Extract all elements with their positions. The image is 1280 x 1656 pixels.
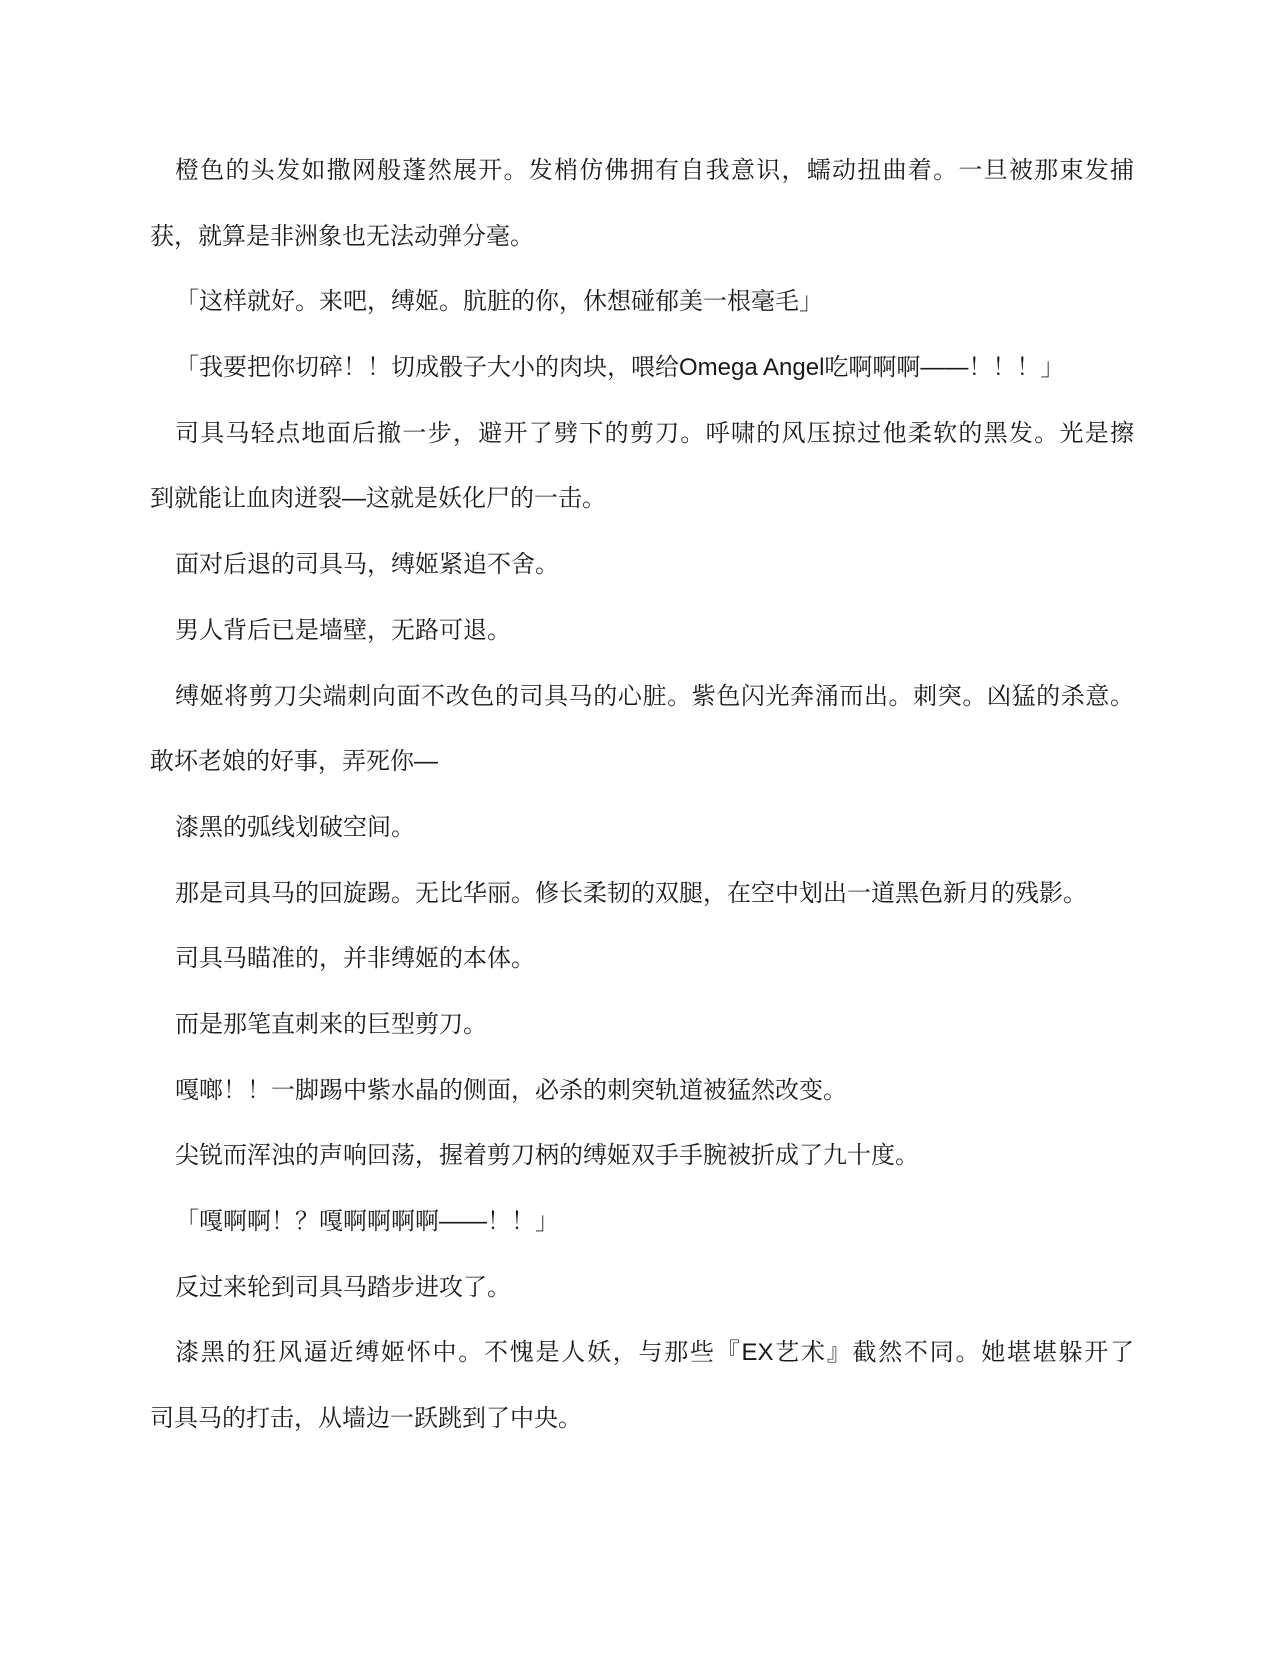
text-line: 司具马瞄准的，并非缚姬的本体。 (175, 945, 535, 973)
text-line: 「这样就好。来吧，缚姬。肮脏的你，休想碰郁美一根毫毛」 (175, 288, 823, 316)
paragraph (150, 1255, 1134, 1321)
paragraph (150, 1123, 1134, 1189)
text-line: 「我要把你切碎！！切成骰子大小的肉块，喂给Omega Angel吃啊啊啊——！！！」 (175, 354, 1065, 382)
paragraph (150, 269, 1134, 335)
text-block (150, 138, 1134, 1452)
text-line: 反过来轮到司具马踏步进攻了。 (175, 1273, 511, 1301)
text-line: 橙色的头发如撒网般蓬然展开。发梢仿佛拥有自我意识，蠕动扭曲着。一旦被那束发捕 (175, 157, 1134, 184)
paragraph (150, 138, 1134, 269)
paragraph (150, 795, 1134, 861)
text-line: 到就能让血肉迸裂—这就是妖化尸的一击。 (150, 485, 606, 513)
paragraph (150, 1189, 1134, 1255)
text-line: 「嘎啊啊！？嘎啊啊啊啊——！！」 (175, 1208, 559, 1235)
text-line: 漆黑的狂风逼近缚姬怀中。不愧是人妖，与那些『EX艺术』截然不同。她堪堪躲开了 (175, 1339, 1134, 1367)
text-line: 男人背后已是墙壁，无路可退。 (175, 616, 511, 644)
paragraph (150, 861, 1134, 927)
paragraph (150, 1320, 1134, 1451)
text-line: 面对后退的司具马，缚姬紧追不舍。 (175, 551, 559, 579)
paragraph (150, 664, 1134, 795)
text-line: 获，就算是非洲象也无法动弹分毫。 (150, 222, 534, 250)
paragraph (150, 335, 1134, 401)
text-line: 那是司具马的回旋踢。无比华丽。修长柔韧的双腿，在空中划出一道黑色新月的残影。 (175, 879, 1087, 907)
text-line: 嘎啷！！一脚踢中紫水晶的侧面，必杀的刺突轨道被猛然改变。 (175, 1076, 847, 1104)
text-line: 尖锐而浑浊的声响回荡，握着剪刀柄的缚姬双手手腕被折成了九十度。 (175, 1142, 919, 1170)
text-line: 而是那笔直刺来的巨型剪刀。 (175, 1010, 487, 1038)
text-line: 敢坏老娘的好事，弄死你— (150, 748, 438, 776)
paragraph (150, 401, 1134, 532)
paragraph (150, 992, 1134, 1058)
text-line: 司具马的打击，从墙边一跃跳到了中央。 (150, 1405, 582, 1433)
paragraph (150, 926, 1134, 992)
paragraph (150, 1058, 1134, 1124)
text-line: 漆黑的弧线划破空间。 (175, 813, 415, 841)
paragraph (150, 532, 1134, 598)
text-line: 司具马轻点地面后撤一步，避开了劈下的剪刀。呼啸的风压掠过他柔软的黑发。光是擦 (175, 419, 1134, 447)
paragraph (150, 598, 1134, 664)
text-line: 缚姬将剪刀尖端刺向面不改色的司具马的心脏。紫色闪光奔涌而出。刺突。凶猛的杀意。 (175, 682, 1134, 710)
